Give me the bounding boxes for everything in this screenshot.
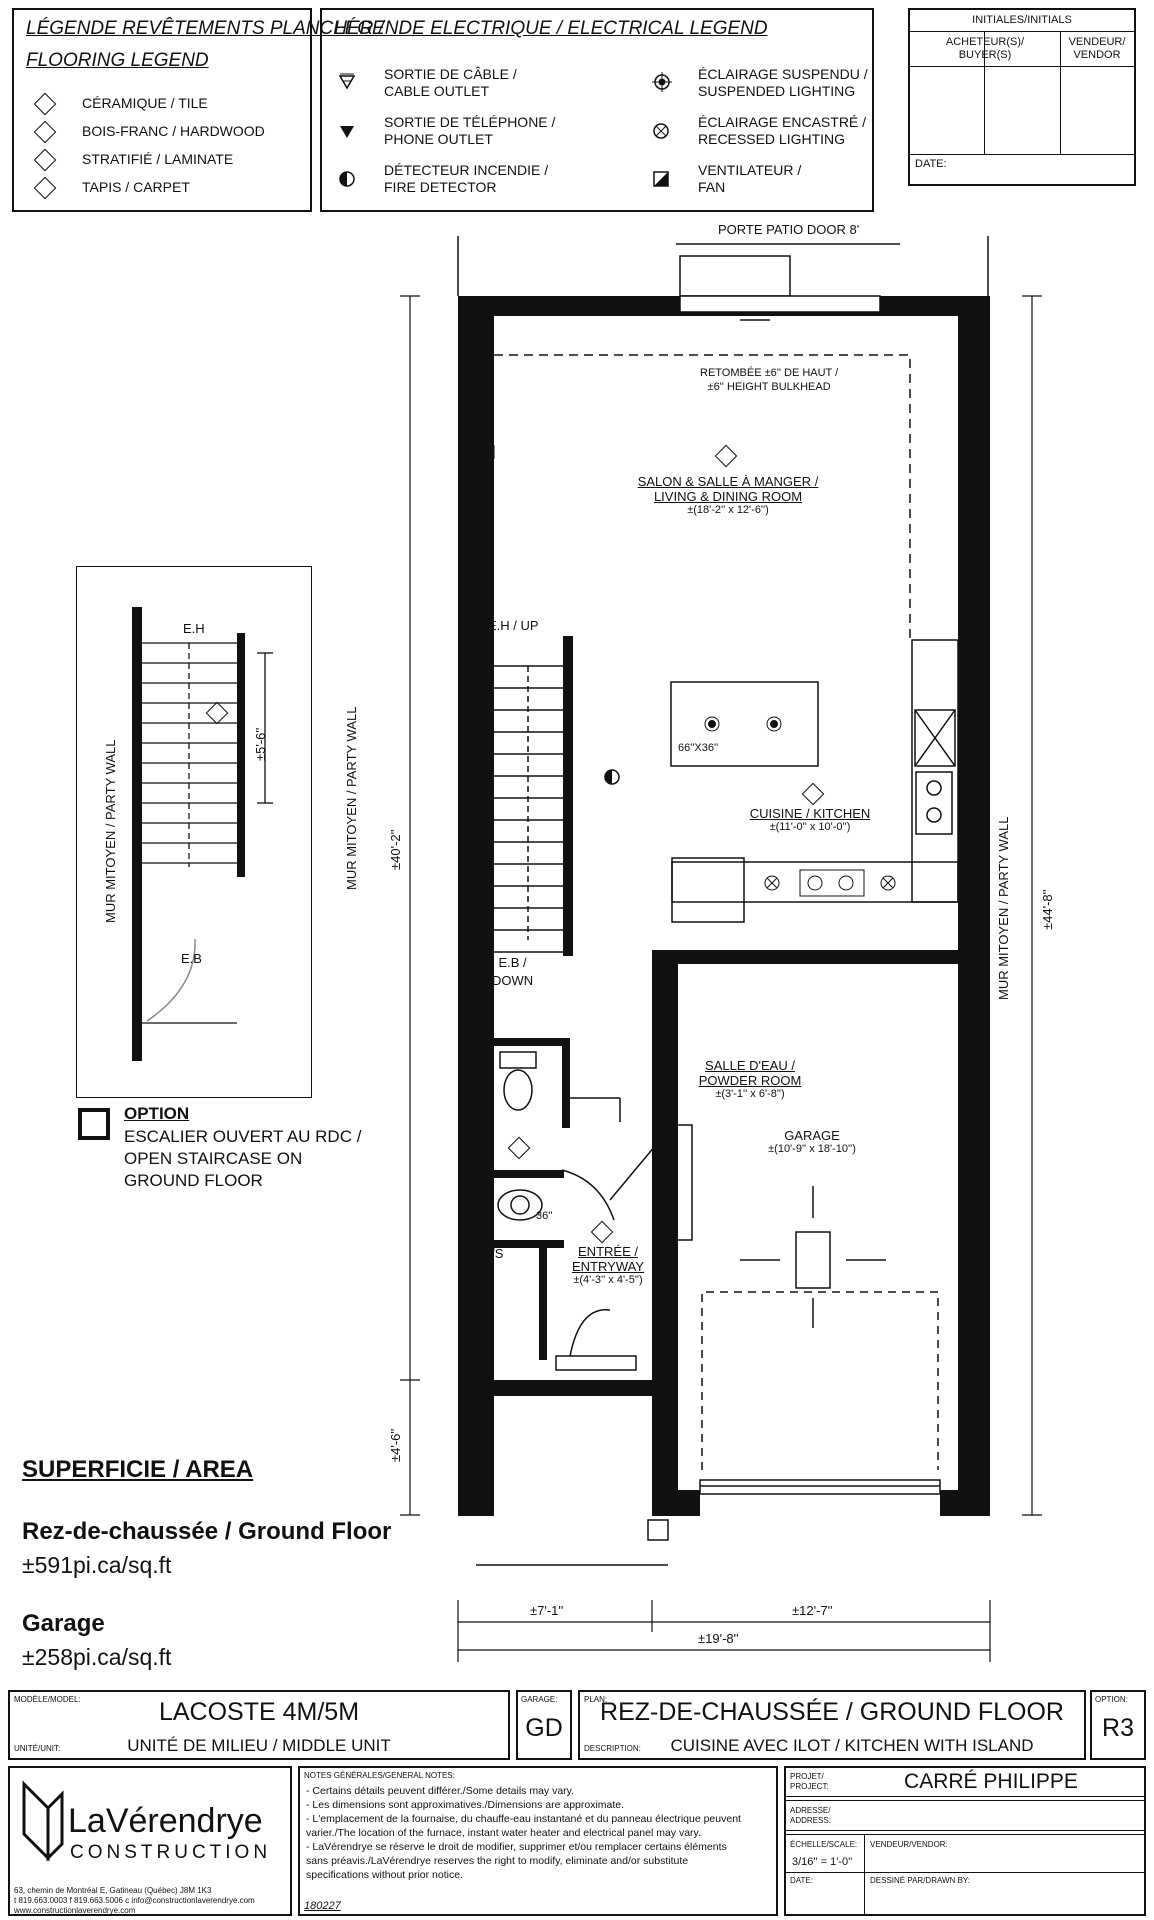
flooring-legend-title-2: FLOORING LEGEND [26,50,209,71]
powder-right-wall [562,1038,570,1128]
description-caption: DESCRIPTION: [584,1744,641,1753]
address-caption: ADRESSE/ ADDRESS: [790,1806,831,1825]
plan-cell [578,1690,1086,1760]
bulkhead-label: RETOMBÉE ±6'' DE HAUT / ±6'' HEIGHT BULKHEAD [700,367,839,393]
living-room-label: SALON & SALLE À MANGER / LIVING & DINING ROOM ±(18'-2'' x 12'-6'') [637,474,819,516]
company-cell [8,1766,292,1916]
company-logo-icon [18,1780,66,1862]
model-caption: MODÈLE/MODEL: [14,1695,81,1704]
option-party-wall-label: MUR MITOYEN / PARTY WALL [103,739,118,923]
company-subtitle: CONSTRUCTION [70,1842,272,1863]
ground-floor-area-value: ±591pi.ca/sq.ft [22,1552,172,1578]
notes-code: 180227 [304,1900,341,1912]
drawn-by-caption: DESSINÉ PAR/DRAWN BY: [870,1876,971,1885]
option-stair-dim: ±5'-6'' [253,727,268,761]
entry-label: ENTRÉE / ENTRYWAY ±(4'-3'' x 4'-5'') [572,1244,644,1286]
garage-front-right [940,1490,990,1516]
closet-label: 1T/S [476,1246,504,1261]
garage-type: GD [525,1714,563,1742]
garage-vent [796,1232,830,1288]
powder-bottom-wall [494,1170,564,1178]
garage-label: GARAGE ±(10'-9'' x 18'-10'') [768,1128,856,1155]
model-name: LACOSTE 4M/5M [158,1698,360,1726]
plan-name: REZ-DE-CHAUSSÉE / GROUND FLOOR [600,1698,1064,1726]
buyer-header: ACHETEUR(S)/ BUYER(S) [945,36,1025,61]
front-stoop [476,1520,668,1565]
vendor-caption: VENDEUR/VENDOR: [870,1840,948,1849]
dim-bottom-left: ±7'-1'' [530,1603,564,1618]
unit-caption: UNITÉ/UNIT: [14,1744,61,1753]
dim-right-total: ±44'-8'' [1040,889,1055,930]
notes-list: - Certains détails peuvent différer./Some details may vary. - Les dimensions sont approximatives./Dimensions are approximate. - L'emplacement de la fournaise, du chauffe-eau instantané et du panneau électrique peuvent varier./The location of the furnace, instant water heater and electrical panel may vary. - LaVérendrye se réserve le droit de modifier, supprimer et/ou remplacer certains éléments sans préavis./LaVérendrye reserves the right to modify, eliminate and/or substitute specifications without prior notice. [306,1785,741,1881]
scale-value: 3/16'' = 1'-0'' [792,1856,853,1868]
dim-left-porch: ±4'-6'' [388,1428,403,1462]
option-code: R3 [1102,1714,1134,1742]
plan-caption: PLAN: [584,1695,608,1704]
vendor-header: VENDEUR/ VENDOR [1068,36,1126,61]
notes-cell [298,1766,778,1916]
ground-floor-area-label: Rez-de-chaussée / Ground Floor [22,1518,392,1545]
project-cell [784,1766,1146,1916]
electrical-legend-title: LÉGENDE ELECTRIQUE / ELECTRICAL LEGEND [334,18,768,39]
plan-description: CUISINE AVEC ILOT / KITCHEN WITH ISLAND [670,1736,1034,1755]
garage-cell [516,1690,572,1760]
patio-door-label: PORTE PATIO DOOR 8' [718,222,860,237]
project-caption: PROJET/ PROJECT: [790,1772,829,1791]
flooring-item-hardwood: BOIS-FRANC / HARDWOOD [82,123,265,139]
flooring-legend-title-1: LÉGENDE REVÊTEMENTS PLANCHER / [26,18,384,39]
company-address: 63, chemin de Montréal E, Gatineau (Québec) J8M 1K3 [14,1886,212,1895]
kitchen-label: CUISINE / KITCHEN ±(11'-0'' x 10'-0'') [749,806,871,833]
cable-outlet-label: SORTIE DE CÂBLE / CABLE OUTLET [384,66,517,99]
garage-elements [700,1186,940,1494]
stair-down-label: E.B / DOWN [492,955,534,988]
option-cell [1090,1690,1146,1760]
garage-caption: GARAGE: [521,1695,558,1704]
powder-room-fixtures [498,1052,620,1220]
dim-bottom-right: ±12'-7'' [792,1603,833,1618]
flooring-item-tile: CÉRAMIQUE / TILE [82,95,208,111]
option-eb-label: E.B [181,951,202,966]
notes-title: NOTES GÉNÉRALES/GENERAL NOTES: [304,1771,455,1780]
powder-top-wall [494,1038,562,1046]
right-wall-upper [958,296,990,646]
garage-left-wall [652,950,678,1515]
garage-top-wall [652,950,988,964]
phone-outlet-label: SORTIE DE TÉLÉPHONE / PHONE OUTLET [384,114,556,147]
left-wall [458,296,494,1516]
model-cell [8,1690,510,1760]
closet-wall [539,1240,547,1360]
closet-top-wall [494,1240,564,1248]
company-contact: t 819.663.0003 f 819.663.5006 c info@constructionlaverendrye.com [14,1896,255,1905]
dim-bottom-total: ±19'-8'' [698,1631,739,1646]
fan-label: VENTILATEUR / FAN [698,162,802,195]
fire-detector-label: DÉTECTEUR INCENDIE / FIRE DETECTOR [384,162,549,195]
powder-room-label: SALLE D'EAU / POWDER ROOM ±(3'-1'' x 6'-8'') [698,1058,802,1100]
option-eh-label: E.H [183,621,205,636]
porch-top-wall [458,1380,658,1396]
option-title: OPTION [124,1104,190,1123]
right-wall-lower [958,645,990,1515]
option-stair-inset [76,566,312,1098]
project-name: CARRÉ PHILIPPE [904,1770,1078,1793]
initials-title: INITIALES/INITIALS [972,14,1072,26]
option-checkbox[interactable] [78,1108,110,1140]
garage-front-left [652,1490,700,1516]
party-wall-right-label: MUR MITOYEN / PARTY WALL [996,816,1011,1000]
main-staircase [494,666,563,952]
flooring-item-carpet: TAPIS / CARPET [82,179,190,195]
date-caption: DATE: [790,1876,813,1885]
option-caption: OPTION: [1095,1695,1128,1704]
living-electrical [480,374,619,784]
scale-caption: ÉCHELLE/SCALE: [790,1840,858,1849]
suspended-lighting-label: ÉCLAIRAGE SUSPENDU / SUSPENDED LIGHTING [698,66,868,99]
flooring-item-laminate: STRATIFIÉ / LAMINATE [82,151,234,167]
dim-left-total: ±40'-2'' [388,829,403,870]
stair-wall [563,636,573,956]
porch-left-wall [458,1380,476,1515]
recessed-lighting-label: ÉCLAIRAGE ENCASTRÉ / RECESSED LIGHTING [698,114,867,147]
area-title: SUPERFICIE / AREA [22,1456,254,1483]
stair-up-label: E.H / UP [488,618,539,633]
kitchen-counters [671,640,958,922]
garage-area-label: Garage [22,1610,105,1637]
company-name: LaVérendrye [68,1802,263,1840]
option-description: ESCALIER OUVERT AU RDC / OPEN STAIRCASE ON GROUND FLOOR [124,1127,362,1190]
initials-date-label: DATE: [915,158,947,170]
party-wall-left-label: MUR MITOYEN / PARTY WALL [344,706,359,890]
company-web: www.constructionlaverendrye.com [14,1906,136,1915]
unit-name: UNITÉ DE MILIEU / MIDDLE UNIT [127,1736,391,1755]
sink-dim: 36'' [536,1210,553,1222]
garage-area-value: ±258pi.ca/sq.ft [22,1644,172,1670]
island-dim: 66''X36'' [678,742,719,754]
